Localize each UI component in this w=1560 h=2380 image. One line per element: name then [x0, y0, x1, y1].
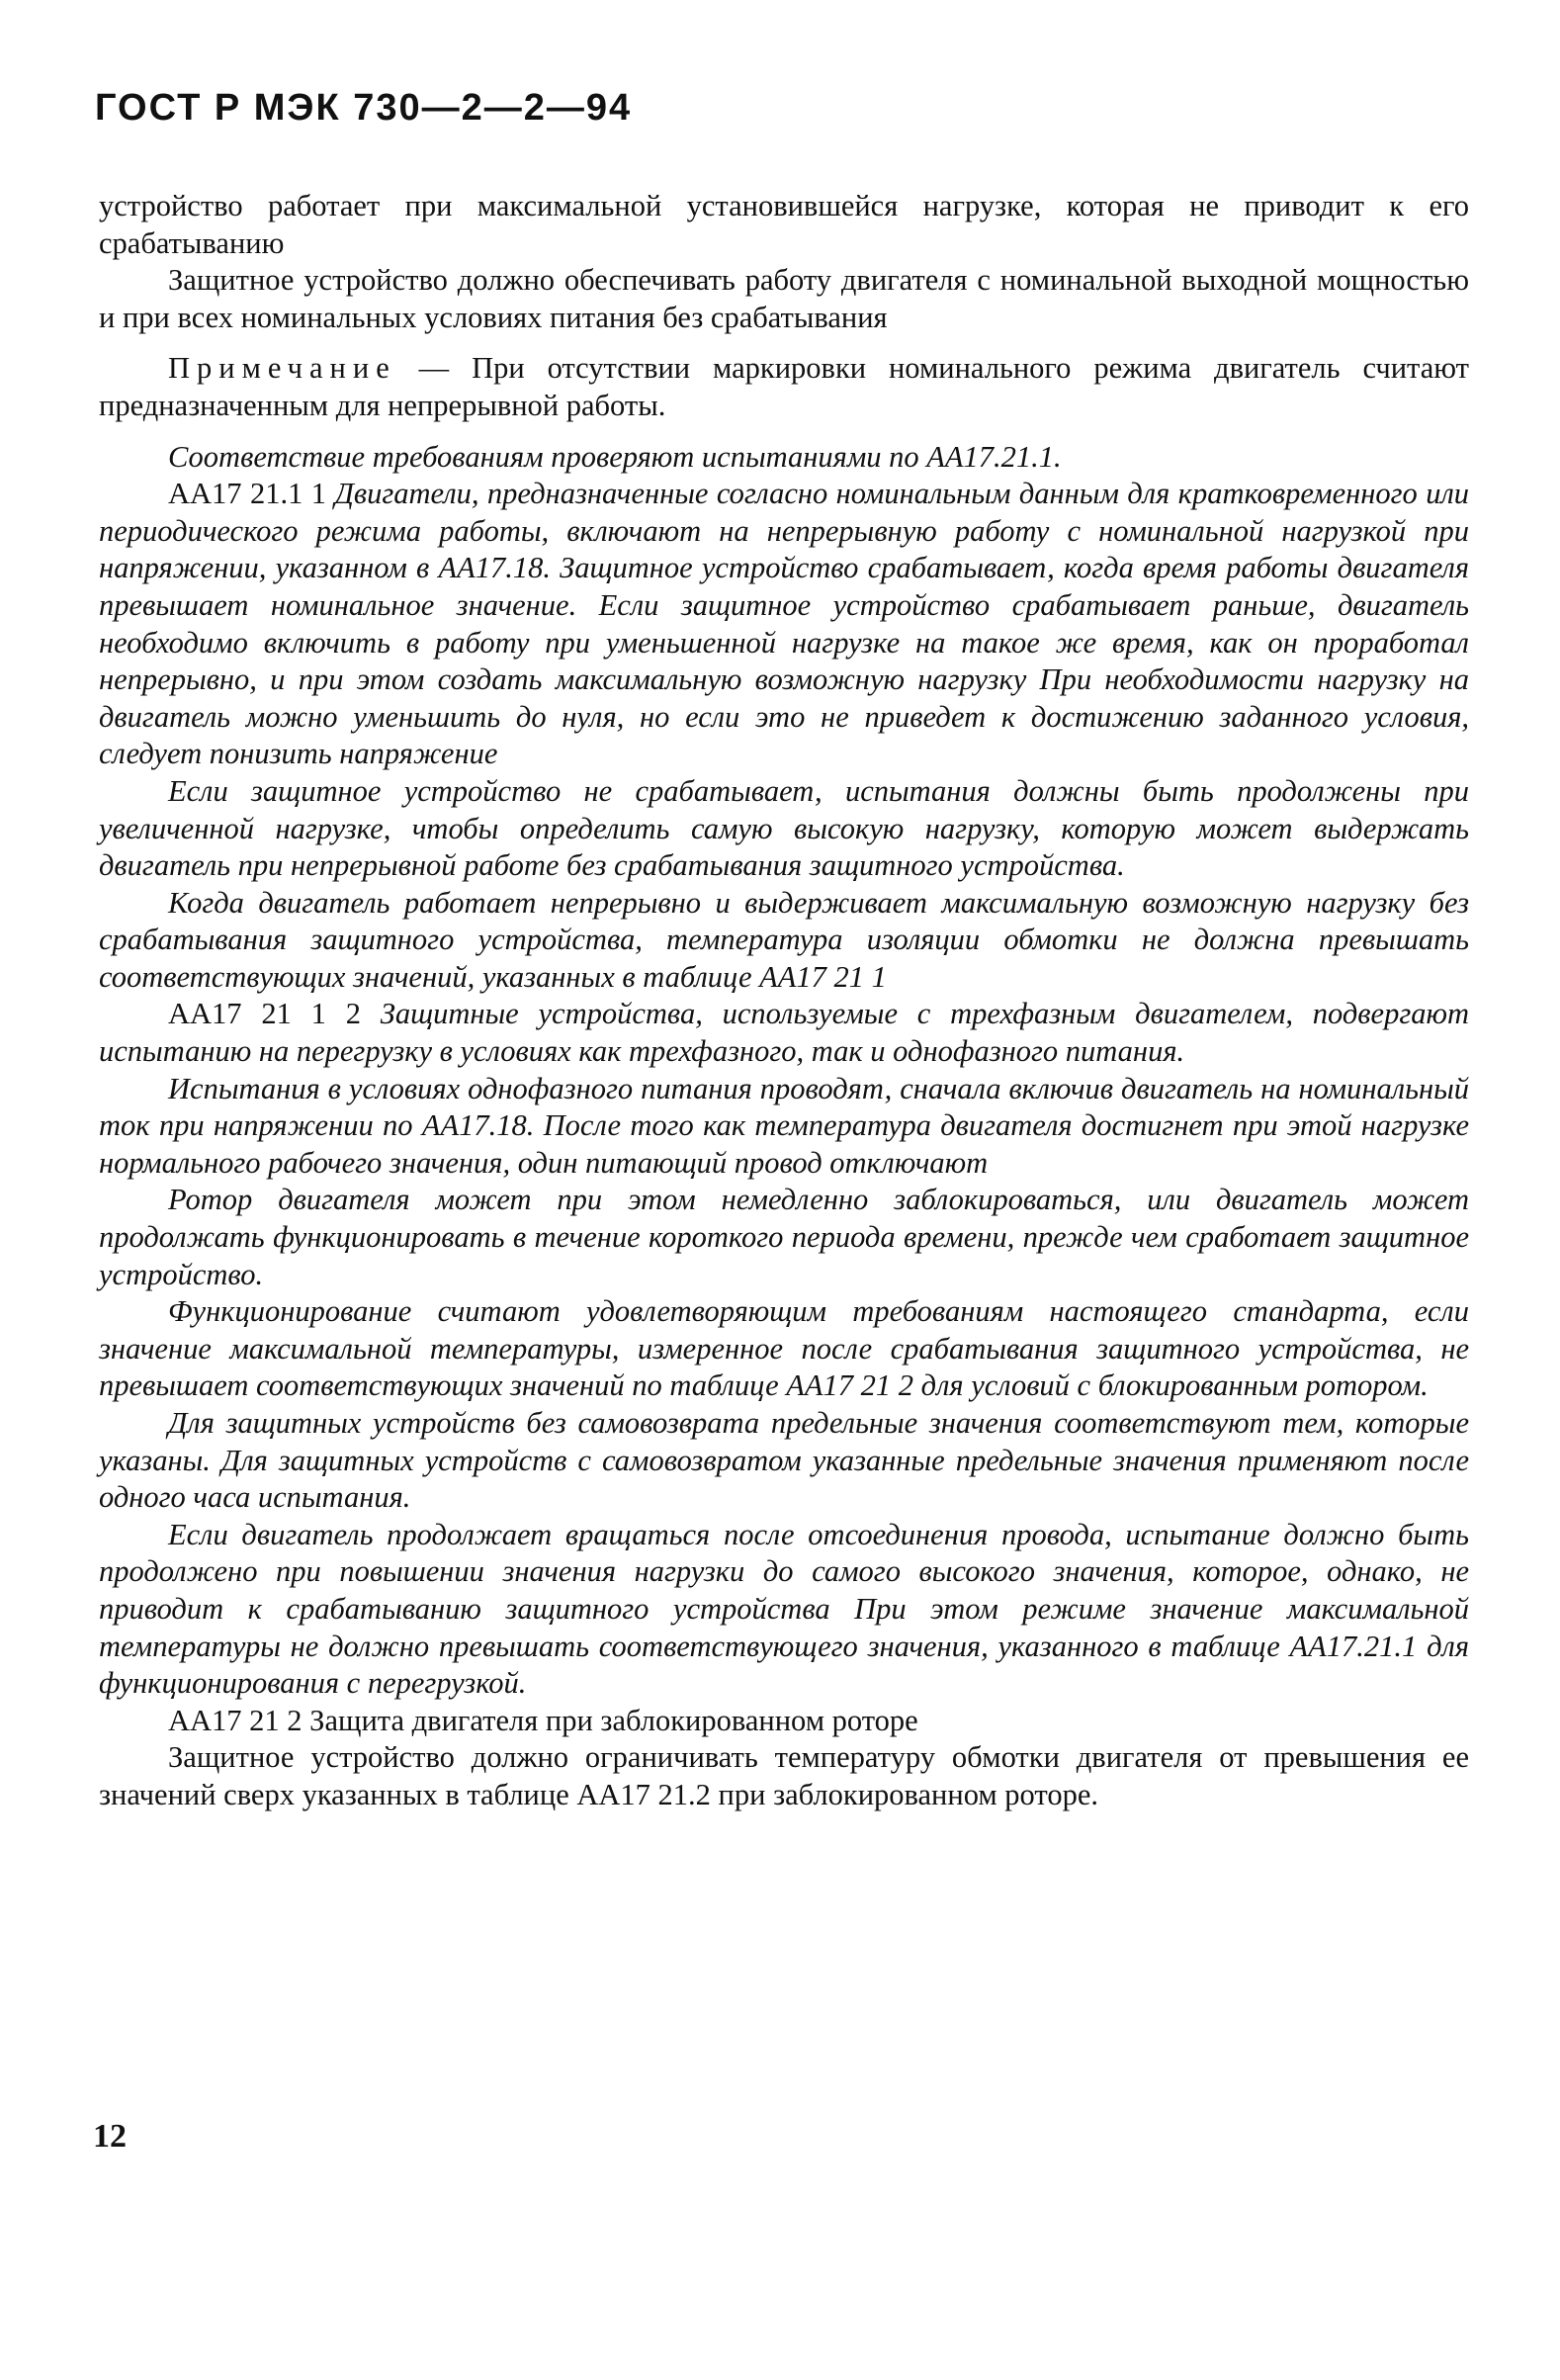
clause-paragraph [99, 476, 1469, 773]
clause-paragraph: Для защитных устройств без самовозврата предельные значения соответствуют тем, которые указаны. Для защитных устройств с самовозвратом указанные предельные значения применяют после одного часа испытания. [99, 1406, 1469, 1515]
clause-paragraph: Испытания в условиях однофазного питания проводят, сначала включив двигатель на номинальный ток при напряжении по АА17.18. После того как температура двигателя достигнет при этой нагрузке нормального рабочего значения, один питающий провод отключают [99, 1071, 1469, 1180]
paragraph: устройство работает при максимальной установившейся нагрузке, которая не приводит к его срабатыванию [99, 189, 1469, 260]
clause-paragraph: Когда двигатель работает непрерывно и выдерживает максимальную возможную нагрузку без срабатывания защитного устройства, температура изоляции обмотки не должна превышать соответствующих значений, указанных в таблице АА17 21 1 [99, 885, 1469, 994]
note [99, 350, 1469, 424]
page-number: 12 [93, 2118, 127, 2155]
section-heading: АА17 21 2 Защита двигателя при заблокированном роторе [168, 1703, 918, 1737]
paragraph: Защитное устройство должно обеспечивать работу двигателя с номинальной выходной мощностью и при всех номинальных условиях питания без срабатывания [99, 263, 1469, 334]
clause-paragraph: Ротор двигателя может при этом немедленно заблокироваться, или двигатель может продолжать функционировать в течение короткого периода времени, прежде чем сработает защитное устройство. [99, 1183, 1469, 1291]
note-label: Примечание [168, 351, 396, 386]
clause-text: Защитные устройства, используемые с трехфазным двигателем, подвергают испытанию на перегрузку в условиях как трехфазного, так и однофазного питания. [99, 997, 1469, 1069]
standard-header: ГОСТ Р МЭК 730—2—2—94 [95, 87, 633, 129]
clause-number: АА17 21 1 2 [168, 997, 361, 1031]
section-text: Защитное устройство должно ограничивать температуру обмотки двигателя от превышения ее значений сверх указанных в таблице АА17 21.2 при заблокированном роторе. [99, 1740, 1469, 1811]
clause-text: Двигатели, предназначенные согласно номинальным данным для кратковременного или периодического режима работы, включают на непрерывную работу с номинальной нагрузкой при напряжении, указанном в АА17.18. Защитное устройство срабатывает, когда время работы двигателя превышает номинальное значение. Если защитное устройство срабатывает раньше, двигатель необходимо включить в работу при уменьшенной нагрузке на такое же время, как он проработал непрерывно, и при этом создать максимальную возможную нагрузку При необходимости нагрузку на двигатель можно уменьшить до нуля, но если это не приведет к достижению заданного условия, следует понизить напряжение [99, 477, 1469, 771]
compliance-paragraph: Соответствие требованиям проверяют испытаниями по АА17.21.1. [168, 439, 1062, 474]
clause-paragraph: Если защитное устройство не срабатывает, испытания должны быть продолжены при увеличенной нагрузке, чтобы определить самую высокую нагрузку, которую может выдержать двигатель при непрерывной работе без срабатывания защитного устройства. [99, 773, 1469, 883]
note-text: — При отсутствии маркировки номинального режима двигатель считают предназначенным для непрерывной работы. [99, 351, 1469, 422]
body-text [99, 188, 1469, 1814]
clause-paragraph [99, 996, 1469, 1070]
clause-paragraph: Функционирование считают удовлетворяющим требованиям настоящего стандарта, если значение максимальной температуры, измеренное после срабатывания защитного устройства, не превышает соответствующих значений по таблице АА17 21 2 для условий с блокированным ротором. [99, 1294, 1469, 1403]
clause-number: АА17 21.1 1 [168, 477, 327, 511]
clause-paragraph: Если двигатель продолжает вращаться после отсоединения провода, испытание должно быть продолжено при повышении значения нагрузки до самого высокого значения, которое, однако, не приводит к срабатыванию защитного устройства При этом режиме значение максимальной температуры не должно превышать соответствующего значения, указанного в таблице АА17.21.1 для функционирования с перегрузкой. [99, 1517, 1469, 1701]
